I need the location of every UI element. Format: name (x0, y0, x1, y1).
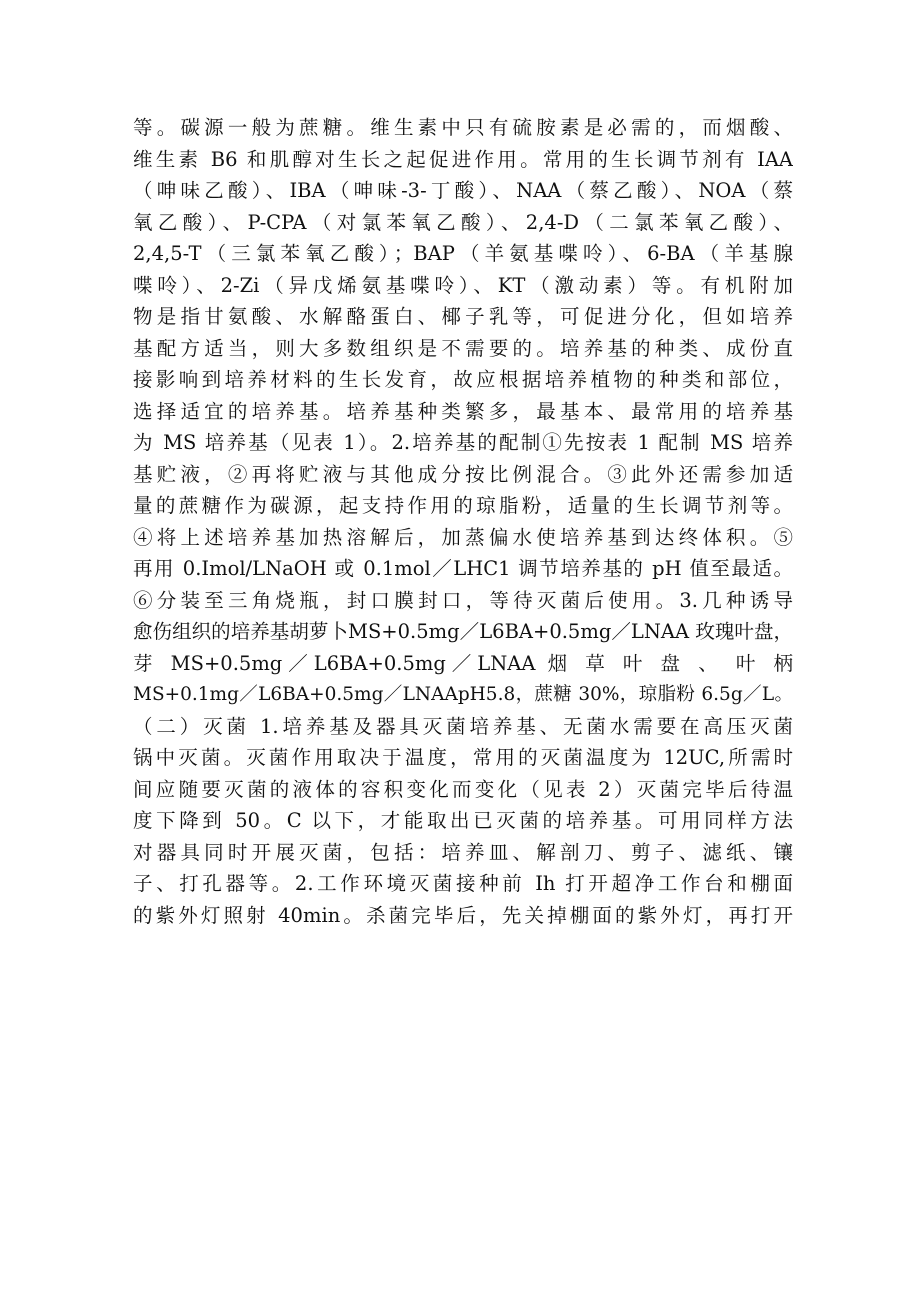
text-line: 等。碳源一般为蔗糖。维生素中只有硫胺素是必需的，而烟酸、 (133, 116, 793, 139)
text-line: 对器具同时开展灭菌，包括：培养皿、解剖刀、剪子、滤纸、镶 (133, 840, 793, 864)
text-line: 基贮液，②再将贮液与其他成分按比例混合。③此外还需参加适 (133, 462, 793, 486)
body-text (133, 112, 793, 931)
text-line: 喋呤）、2-Zi（异戊烯氨基喋呤）、KT（激动素）等。有机附加 (133, 273, 793, 297)
text-line: 锅中灭菌。灭菌作用取决于温度，常用的灭菌温度为 12UC,所需时 (133, 746, 793, 769)
text-line: 物是指甘氨酸、水解酪蛋白、椰子乳等，可促进分化，但如培养 (133, 305, 793, 328)
text-line: 度下降到 50。C 以下，才能取出已灭菌的培养基。可用同样方法 (133, 809, 793, 832)
text-line: 的紫外灯照射 40min。杀菌完毕后，先关掉棚面的紫外灯，再打开 (133, 903, 793, 927)
text-line: 芽 MS+0.5mg／L6BA+0.5mg／LNAA 烟 草 叶 盘 、 叶 柄 (133, 651, 793, 675)
text-line: （呻味乙酸）、IBA（呻味-3-丁酸）、NAA（蔡乙酸）、NOA（蔡 (133, 179, 793, 202)
text-line: 基配方适当，则大多数组织是不需要的。培养基的种类、成份直 (133, 336, 793, 360)
text-line: 间应随要灭菌的液体的容积变化而变化（见表 2）灭菌完毕后待温 (133, 777, 793, 801)
text-line: ④将上述培养基加热溶解后，加蒸偏水使培养基到达终体积。⑤ (133, 525, 793, 549)
text-line: 维生素 B6 和肌醇对生长之起促进作用。常用的生长调节剂有 IAA (133, 147, 793, 171)
text-line: 愈伤组织的培养基胡萝卜MS+0.5mg／L6BA+0.5mg／LNAA 玫瑰叶盘， (133, 620, 793, 643)
text-line: 选择适宜的培养基。培养基种类繁多，最基本、最常用的培养基 (133, 399, 793, 423)
text-line: 子、打孔器等。2.工作环境灭菌接种前 Ih 打开超净工作台和棚面 (133, 872, 793, 895)
text-line: 接影响到培养材料的生长发育，故应根据培养植物的种类和部位， (133, 368, 793, 391)
text-line: 2,4,5-T（三氯苯氧乙酸）；BAP（羊氨基喋呤）、6-BA（羊基腺 (133, 242, 793, 265)
text-line: 量的蔗糖作为碳源，起支持作用的琼脂粉，适量的生长调节剂等。 (133, 494, 793, 517)
text-line: 氧乙酸）、P-CPA（对氯苯氧乙酸）、2,4-D（二氯苯氧乙酸）、 (133, 210, 793, 234)
text-line: 为 MS 培养基（见表 1）。2.培养基的配制①先按表 1 配制 MS 培养 (133, 431, 793, 454)
text-line: MS+0.1mg／L6BA+0.5mg／LNAApH5.8，蔗糖 30%，琼脂粉 6.5g／L。 (133, 684, 793, 705)
text-line: ⑥分装至三角烧瓶，封口膜封口，等待灭菌后使用。3.几种诱导 (133, 588, 793, 612)
text-line: 再用 0.Imol/LNaOH 或 0.1mol／LHC1 调节培养基的 pH 值至最适。 (133, 557, 793, 580)
text-line: （二）灭菌 1.培养基及器具灭菌培养基、无菌水需要在高压灭菌 (133, 714, 793, 738)
